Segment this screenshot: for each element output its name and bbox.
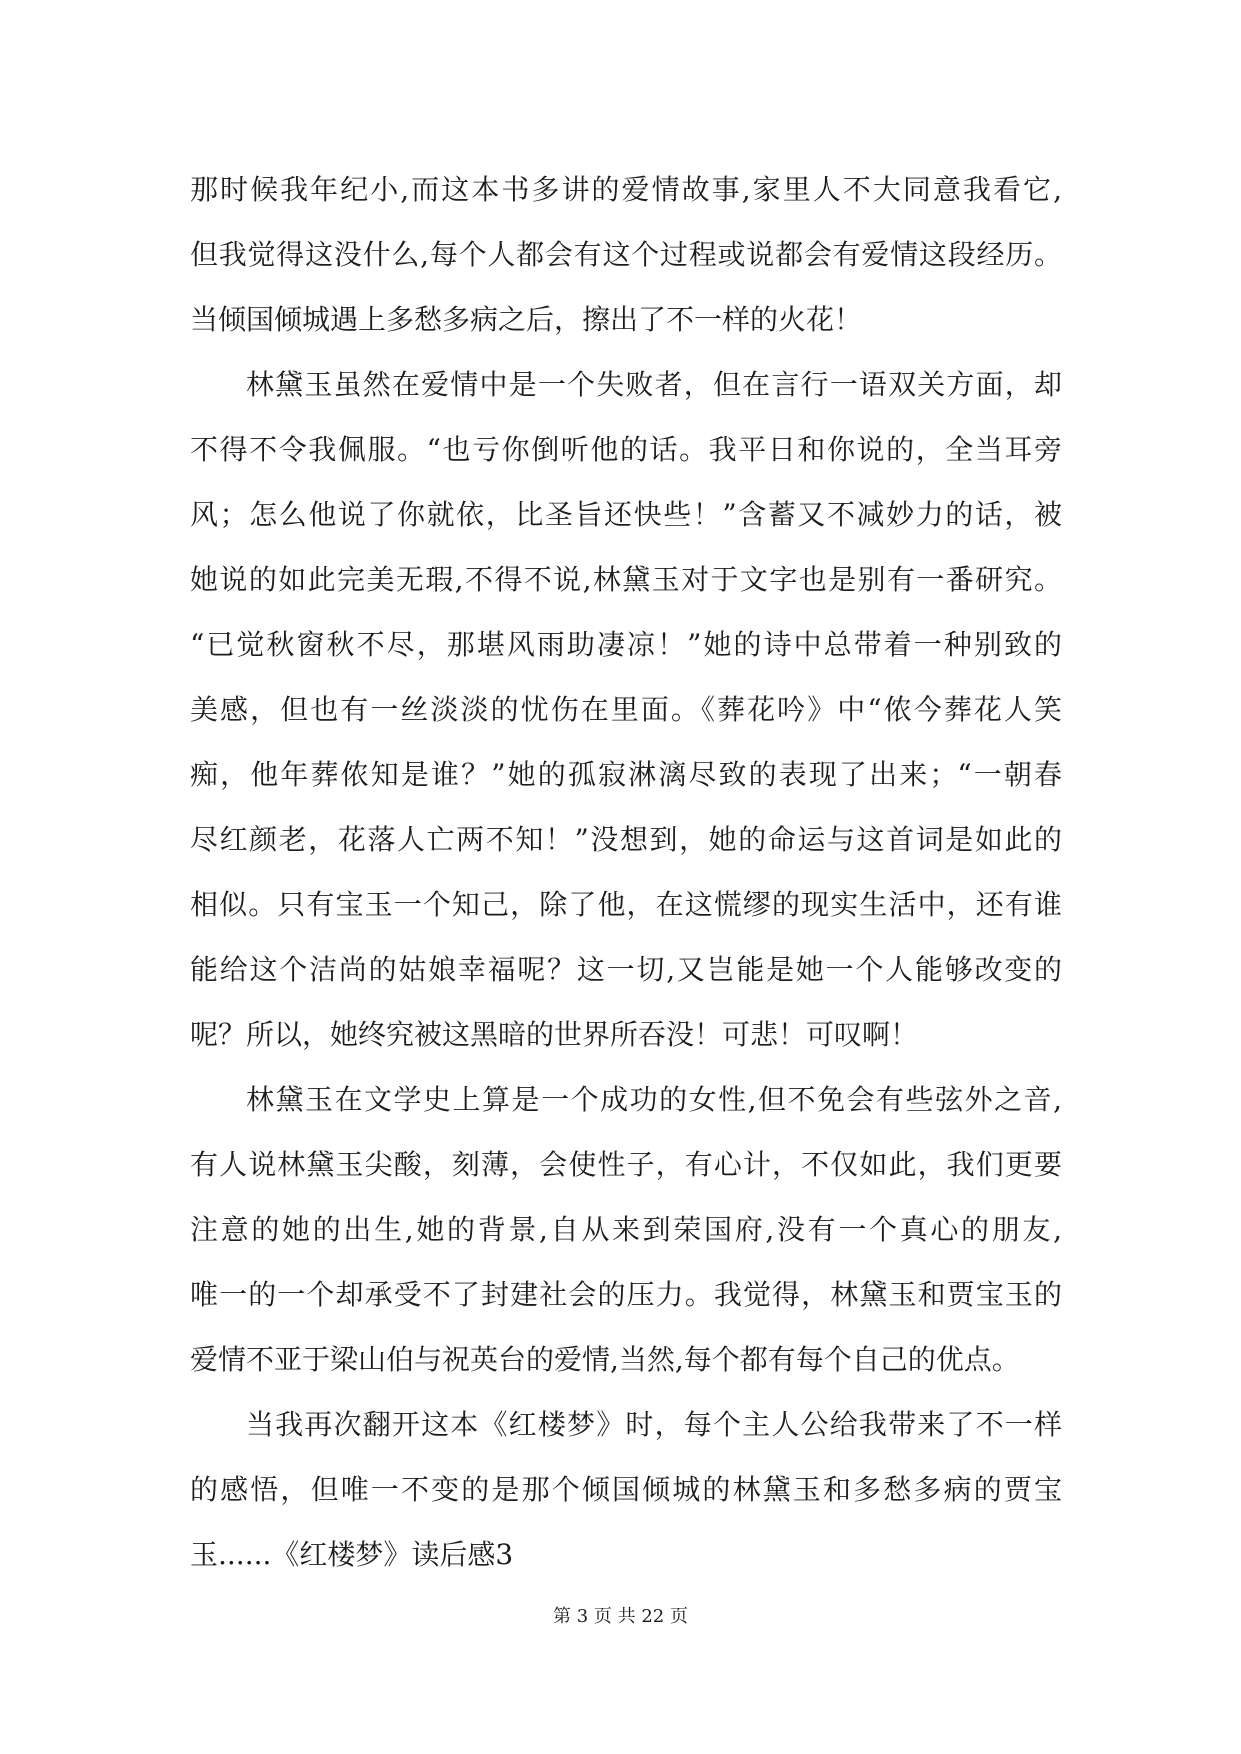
text-line: 林黛玉在文学史上算是一个成功的女性,但不免会有些弦外之音, [246, 1083, 1062, 1116]
text-line: 风；怎么他说了你就依，比圣旨还快些！”含蓄又不减妙力的话，被 [190, 498, 1062, 531]
text-line: 当我再次翻开这本《红楼梦》时，每个主人公给我带来了不一样 [246, 1408, 1062, 1441]
text-line: 唯一的一个却承受不了封建社会的压力。我觉得，林黛玉和贾宝玉的 [190, 1278, 1062, 1311]
text-line: 相似。只有宝玉一个知己，除了他，在这慌缪的现实生活中，还有谁 [190, 888, 1062, 921]
text-line: 她说的如此完美无瑕,不得不说,林黛玉对于文字也是别有一番研究。 [190, 563, 1062, 596]
page-footer: 第 3 页 共 22 页 [553, 1606, 688, 1627]
text-line: 不得不令我佩服。“也亏你倒听他的话。我平日和你说的，全当耳旁 [190, 433, 1062, 466]
paragraph-continuation [190, 157, 1062, 352]
text-line: 但我觉得这没什么,每个人都会有这个过程或说都会有爱情这段经历。 [190, 238, 1062, 271]
text-line: 爱情不亚于梁山伯与祝英台的爱情,当然,每个都有每个自己的优点。 [190, 1343, 1020, 1376]
text-line: 美感，但也有一丝淡淡的忧伤在里面。《葬花吟》中“侬今葬花人笑 [190, 693, 1062, 726]
text-line: 能给这个洁尚的姑娘幸福呢？这一切,又岂能是她一个人能够改变的 [190, 953, 1062, 986]
body-text [190, 157, 1062, 1587]
text-line: 有人说林黛玉尖酸，刻薄，会使性子，有心计，不仅如此，我们更要 [190, 1148, 1062, 1181]
paragraph [190, 1392, 1062, 1587]
text-line: 尽红颜老，花落人亡两不知！”没想到，她的命运与这首词是如此的 [190, 823, 1062, 856]
text-line: 林黛玉虽然在爱情中是一个失败者，但在言行一语双关方面，却 [246, 368, 1062, 401]
paragraph [190, 1067, 1062, 1392]
text-line: 呢？所以，她终究被这黑暗的世界所吞没！可悲！可叹啊！ [190, 1018, 919, 1051]
text-line: 痴，他年葬侬知是谁？”她的孤寂淋漓尽致的表现了出来；“一朝春 [190, 758, 1062, 791]
text-line: 注意的她的出生,她的背景,自从来到荣国府,没有一个真心的朋友, [190, 1213, 1062, 1246]
text-line: 的感悟，但唯一不变的是那个倾国倾城的林黛玉和多愁多病的贾宝 [190, 1473, 1062, 1506]
text-line: 当倾国倾城遇上多愁多病之后，擦出了不一样的火花！ [190, 303, 863, 336]
text-line: “已觉秋窗秋不尽，那堪风雨助凄凉！”她的诗中总带着一种别致的 [190, 628, 1062, 661]
text-line: 玉......《红楼梦》读后感3 [190, 1538, 514, 1571]
paragraph [190, 352, 1062, 1067]
text-line: 那时候我年纪小,而这本书多讲的爱情故事,家里人不大同意我看它, [190, 173, 1062, 206]
